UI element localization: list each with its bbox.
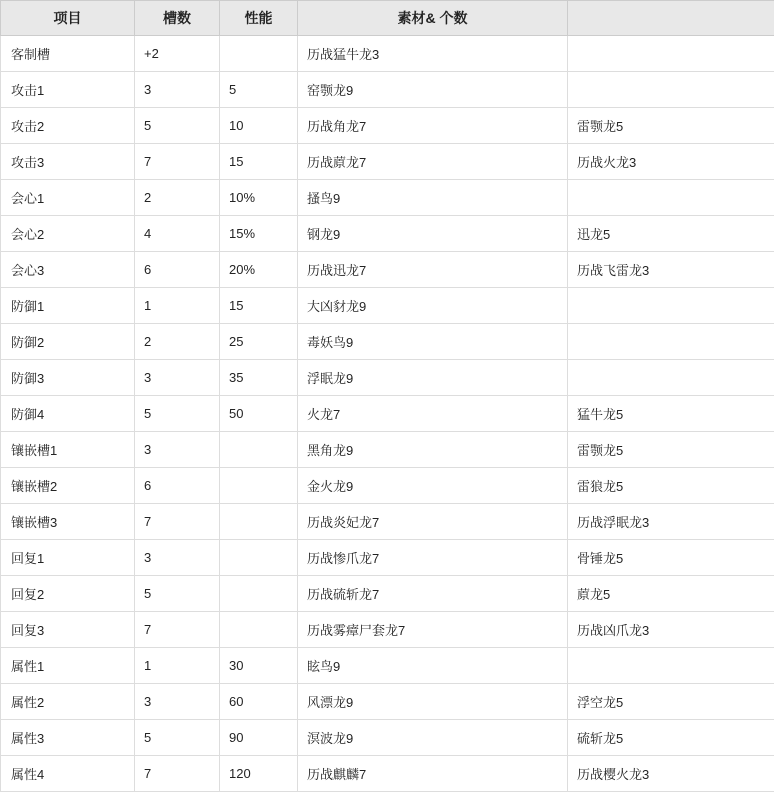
- cell-material-primary: 毒妖鸟9: [298, 324, 568, 360]
- cell-performance: [220, 612, 298, 648]
- cell-item: 会心1: [1, 180, 135, 216]
- cell-slots: 5: [135, 396, 220, 432]
- table-header: [1, 1, 774, 36]
- cell-slots: 2: [135, 180, 220, 216]
- cell-material-secondary: 历战飞雷龙3: [568, 252, 774, 288]
- cell-material-secondary: 雷颚龙5: [568, 108, 774, 144]
- cell-slots: 7: [135, 144, 220, 180]
- cell-performance: [220, 468, 298, 504]
- table-row: [1, 252, 774, 288]
- cell-performance: [220, 540, 298, 576]
- table-row: [1, 504, 774, 540]
- cell-material-secondary: [568, 288, 774, 324]
- cell-material-secondary: [568, 72, 774, 108]
- cell-item: 回复1: [1, 540, 135, 576]
- table-row: [1, 648, 774, 684]
- table-row: [1, 468, 774, 504]
- cell-slots: 3: [135, 72, 220, 108]
- cell-item: 客制槽: [1, 36, 135, 72]
- cell-slots: 1: [135, 648, 220, 684]
- table-body: [1, 36, 774, 792]
- cell-item: 防御2: [1, 324, 135, 360]
- cell-material-primary: 历战硫斩龙7: [298, 576, 568, 612]
- cell-material-secondary: 历战樱火龙3: [568, 756, 774, 792]
- cell-material-secondary: [568, 324, 774, 360]
- cell-item: 属性4: [1, 756, 135, 792]
- table-row: [1, 540, 774, 576]
- cell-item: 回复2: [1, 576, 135, 612]
- cell-material-primary: 历战麒麟7: [298, 756, 568, 792]
- cell-item: 属性2: [1, 684, 135, 720]
- cell-material-secondary: 历战火龙3: [568, 144, 774, 180]
- cell-material-primary: 历战蒝龙7: [298, 144, 568, 180]
- table-row: [1, 288, 774, 324]
- cell-material-secondary: 历战凶爪龙3: [568, 612, 774, 648]
- cell-performance: [220, 432, 298, 468]
- cell-performance: 35: [220, 360, 298, 396]
- cell-slots: 2: [135, 324, 220, 360]
- column-header-item: 项目: [1, 1, 135, 36]
- cell-slots: 6: [135, 468, 220, 504]
- cell-performance: 60: [220, 684, 298, 720]
- cell-material-primary: 历战猛牛龙3: [298, 36, 568, 72]
- cell-material-primary: 火龙7: [298, 396, 568, 432]
- cell-material-secondary: [568, 180, 774, 216]
- cell-material-secondary: [568, 360, 774, 396]
- cell-material-secondary: 迅龙5: [568, 216, 774, 252]
- cell-performance: 30: [220, 648, 298, 684]
- cell-slots: 3: [135, 432, 220, 468]
- cell-item: 镶嵌槽3: [1, 504, 135, 540]
- cell-slots: 3: [135, 360, 220, 396]
- table-row: [1, 432, 774, 468]
- table-row: [1, 180, 774, 216]
- cell-slots: 7: [135, 756, 220, 792]
- table-row: [1, 324, 774, 360]
- column-header-performance: 性能: [220, 1, 298, 36]
- cell-slots: 5: [135, 720, 220, 756]
- cell-performance: 15%: [220, 216, 298, 252]
- cell-item: 镶嵌槽2: [1, 468, 135, 504]
- cell-material-primary: 大凶豺龙9: [298, 288, 568, 324]
- cell-material-secondary: 浮空龙5: [568, 684, 774, 720]
- table-row: [1, 108, 774, 144]
- cell-material-secondary: 雷颚龙5: [568, 432, 774, 468]
- cell-slots: +2: [135, 36, 220, 72]
- cell-material-primary: 风漂龙9: [298, 684, 568, 720]
- cell-performance: 10: [220, 108, 298, 144]
- cell-slots: 1: [135, 288, 220, 324]
- cell-material-primary: 搔鸟9: [298, 180, 568, 216]
- table-header-row: [1, 1, 774, 36]
- cell-slots: 5: [135, 108, 220, 144]
- cell-performance: 25: [220, 324, 298, 360]
- cell-item: 会心2: [1, 216, 135, 252]
- cell-item: 回复3: [1, 612, 135, 648]
- cell-material-primary: 历战炎妃龙7: [298, 504, 568, 540]
- cell-material-secondary: 骨锤龙5: [568, 540, 774, 576]
- table-row: [1, 684, 774, 720]
- cell-performance: 120: [220, 756, 298, 792]
- cell-slots: 3: [135, 540, 220, 576]
- table-row: [1, 720, 774, 756]
- table-row: [1, 144, 774, 180]
- cell-performance: [220, 576, 298, 612]
- table-row: [1, 216, 774, 252]
- cell-performance: 20%: [220, 252, 298, 288]
- cell-material-secondary: 硫斩龙5: [568, 720, 774, 756]
- cell-material-primary: 历战雾瘴尸套龙7: [298, 612, 568, 648]
- cell-item: 属性1: [1, 648, 135, 684]
- cell-material-primary: 窑颚龙9: [298, 72, 568, 108]
- cell-performance: 15: [220, 144, 298, 180]
- cell-performance: 10%: [220, 180, 298, 216]
- cell-item: 防御4: [1, 396, 135, 432]
- cell-material-secondary: 蒝龙5: [568, 576, 774, 612]
- cell-slots: 6: [135, 252, 220, 288]
- cell-performance: 5: [220, 72, 298, 108]
- cell-item: 攻击3: [1, 144, 135, 180]
- cell-item: 镶嵌槽1: [1, 432, 135, 468]
- cell-performance: [220, 36, 298, 72]
- cell-material-primary: 钢龙9: [298, 216, 568, 252]
- table-row: [1, 360, 774, 396]
- cell-performance: [220, 504, 298, 540]
- cell-item: 攻击1: [1, 72, 135, 108]
- cell-item: 防御1: [1, 288, 135, 324]
- cell-slots: 4: [135, 216, 220, 252]
- cell-performance: 15: [220, 288, 298, 324]
- table-row: [1, 576, 774, 612]
- cell-slots: 5: [135, 576, 220, 612]
- table-row: [1, 36, 774, 72]
- cell-material-primary: 金火龙9: [298, 468, 568, 504]
- cell-slots: 3: [135, 684, 220, 720]
- table-row: [1, 396, 774, 432]
- cell-slots: 7: [135, 504, 220, 540]
- cell-material-primary: 历战角龙7: [298, 108, 568, 144]
- cell-item: 攻击2: [1, 108, 135, 144]
- column-header-materials: 素材& 个数: [298, 1, 568, 36]
- cell-item: 会心3: [1, 252, 135, 288]
- cell-material-primary: 溟波龙9: [298, 720, 568, 756]
- cell-performance: 90: [220, 720, 298, 756]
- cell-material-secondary: 猛牛龙5: [568, 396, 774, 432]
- column-header-materials-extra: [568, 1, 774, 36]
- cell-performance: 50: [220, 396, 298, 432]
- cell-item: 属性3: [1, 720, 135, 756]
- table-row: [1, 756, 774, 792]
- cell-material-primary: 浮眠龙9: [298, 360, 568, 396]
- cell-material-primary: 黑角龙9: [298, 432, 568, 468]
- column-header-slots: 槽数: [135, 1, 220, 36]
- cell-slots: 7: [135, 612, 220, 648]
- table-row: [1, 72, 774, 108]
- cell-item: 防御3: [1, 360, 135, 396]
- cell-material-secondary: 历战浮眠龙3: [568, 504, 774, 540]
- cell-material-secondary: [568, 648, 774, 684]
- cell-material-secondary: 雷狼龙5: [568, 468, 774, 504]
- cell-material-primary: 历战迅龙7: [298, 252, 568, 288]
- cell-material-primary: 历战惨爪龙7: [298, 540, 568, 576]
- cell-material-primary: 眩鸟9: [298, 648, 568, 684]
- cell-material-secondary: [568, 36, 774, 72]
- table-row: [1, 612, 774, 648]
